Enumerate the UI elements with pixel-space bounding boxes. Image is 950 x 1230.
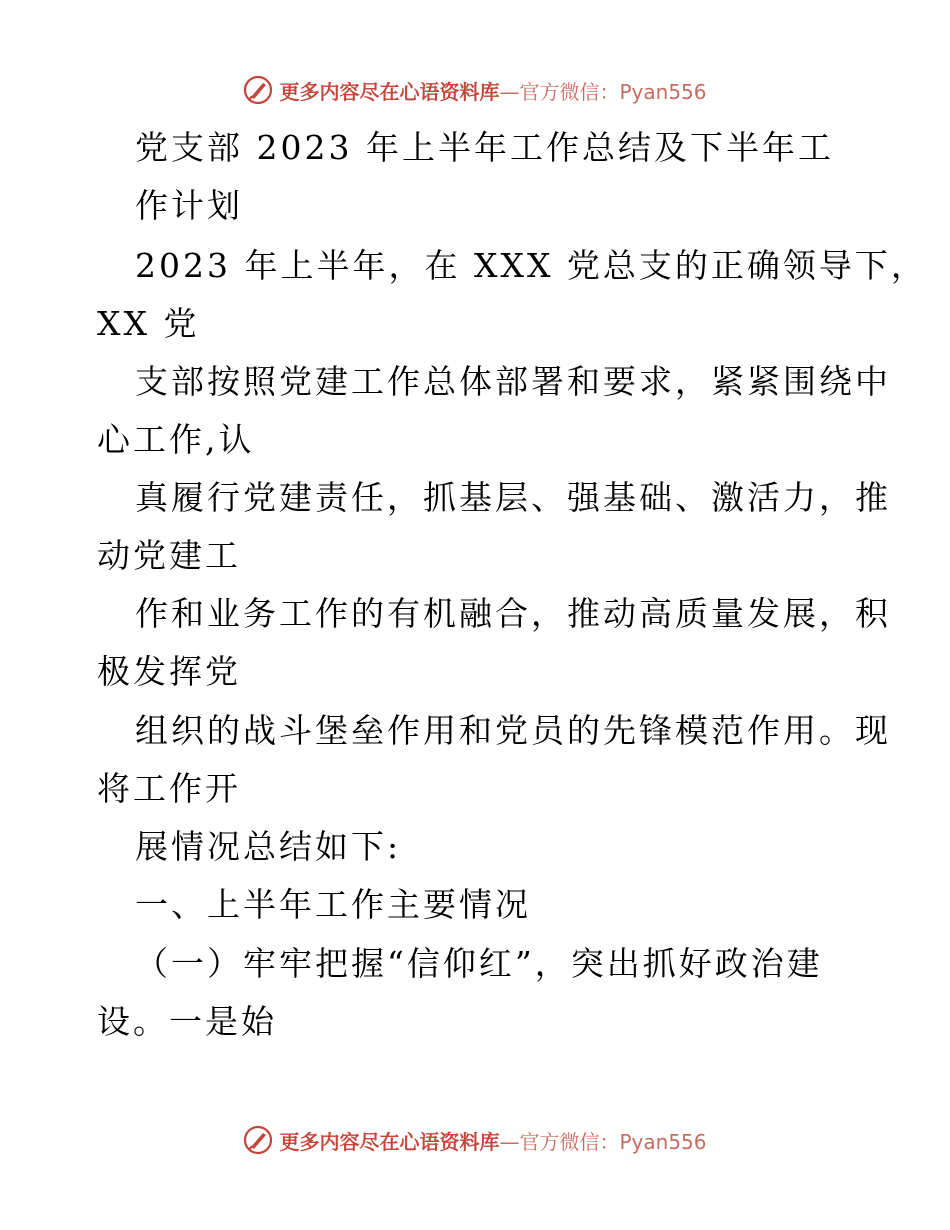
watermark-separator: —	[499, 1129, 520, 1154]
subsection-heading: （一）牢牢把握“信仰红”，突出抓好政治建	[135, 944, 823, 983]
quill-seal-icon	[243, 75, 273, 105]
paragraph-line: XX 党	[97, 304, 200, 343]
paragraph-line: 展情况总结如下:	[135, 827, 402, 866]
watermark-main-text: 更多内容尽在心语资料库	[279, 1129, 500, 1154]
paragraph-line: 极发挥党	[97, 652, 241, 691]
paragraph-line: 真履行党建责任，抓基层、强基础、激活力，推	[135, 478, 891, 517]
watermark-separator: —	[499, 79, 520, 104]
watermark-sub-text: 官方微信：	[519, 1129, 620, 1154]
paragraph-line: 设。一是始	[97, 1002, 277, 1041]
document-title-line-2: 作计划	[135, 186, 243, 225]
quill-seal-icon	[243, 1125, 273, 1155]
paragraph-line: 作和业务工作的有机融合，推动高质量发展，积	[135, 594, 891, 633]
paragraph-line: 心工作,认	[97, 420, 255, 459]
footer-watermark	[0, 1120, 950, 1160]
paragraph-line: 组织的战斗堡垒作用和党员的先锋模范作用。现	[135, 711, 891, 750]
watermark-wechat-id: Pyan556	[619, 1129, 707, 1154]
paragraph-line: 动党建工	[97, 536, 241, 575]
paragraph-line: 将工作开	[97, 769, 241, 808]
document-title-line-1: 党支部 2023 年上半年工作总结及下半年工	[135, 128, 834, 167]
watermark-main-text: 更多内容尽在心语资料库	[279, 79, 500, 104]
paragraph-line: 2023 年上半年，在 XXX 党总支的正确领导下，	[135, 246, 927, 285]
section-heading: 一、上半年工作主要情况	[135, 885, 531, 924]
watermark-wechat-id: Pyan556	[619, 79, 707, 104]
header-watermark	[0, 70, 950, 110]
watermark-sub-text: 官方微信：	[519, 79, 620, 104]
paragraph-line: 支部按照党建工作总体部署和要求，紧紧围绕中	[135, 362, 891, 401]
